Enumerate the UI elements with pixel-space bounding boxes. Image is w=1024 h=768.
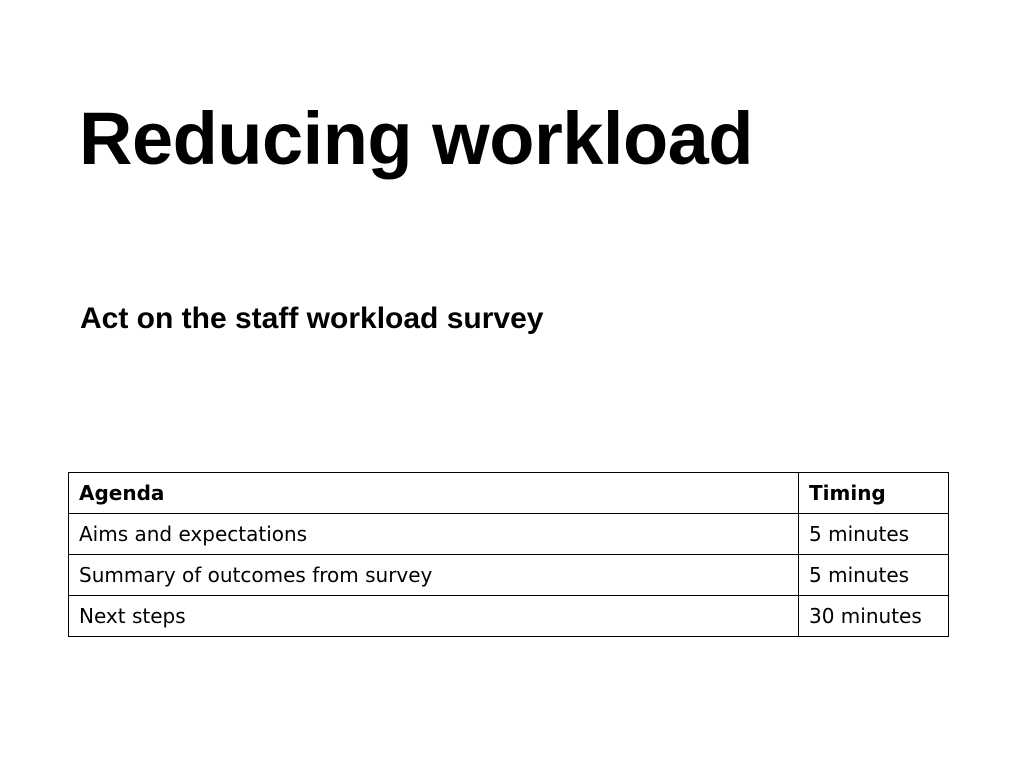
slide-title: Reducing workload	[79, 97, 754, 180]
slide-subtitle: Act on the staff workload survey	[80, 302, 544, 335]
agenda-item-cell: Summary of outcomes from survey	[69, 555, 799, 596]
table-header-row	[69, 473, 949, 514]
table-row	[69, 555, 949, 596]
agenda-table	[68, 472, 949, 637]
header-timing: Timing	[799, 473, 949, 514]
table-row	[69, 596, 949, 637]
agenda-item-cell: Aims and expectations	[69, 514, 799, 555]
timing-cell: 5 minutes	[799, 514, 949, 555]
table-row	[69, 514, 949, 555]
timing-cell: 5 minutes	[799, 555, 949, 596]
timing-cell: 30 minutes	[799, 596, 949, 637]
agenda-item-cell: Next steps	[69, 596, 799, 637]
header-agenda: Agenda	[69, 473, 799, 514]
